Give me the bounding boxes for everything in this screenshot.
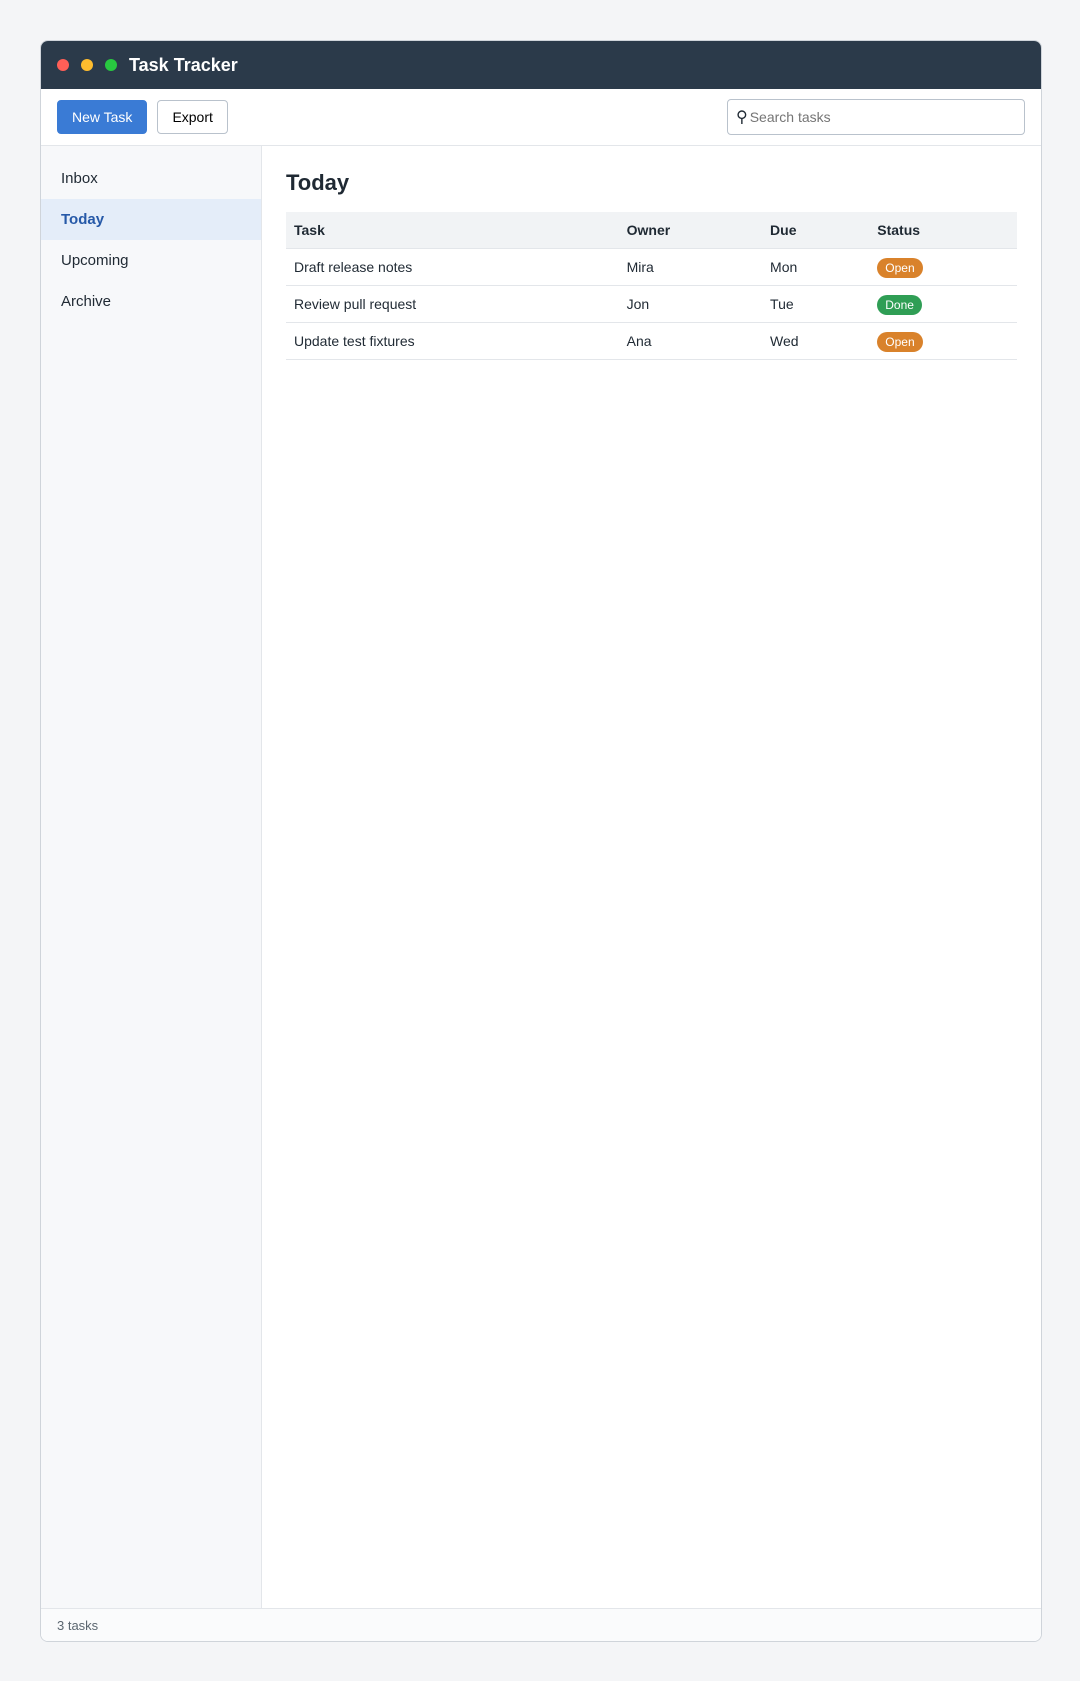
due-cell: Wed [762, 323, 869, 360]
minimize-icon[interactable] [81, 59, 93, 71]
sidebar-item-today[interactable]: Today [41, 199, 261, 240]
app-title: Task Tracker [129, 54, 238, 75]
status-badge: Done [877, 295, 922, 315]
owner-cell: Ana [619, 323, 762, 360]
status-bar [41, 1608, 1041, 1641]
table-row[interactable] [286, 323, 1017, 360]
table-row[interactable] [286, 249, 1017, 286]
sidebar-item-inbox[interactable]: Inbox [61, 170, 98, 187]
new-task-button[interactable]: New Task [57, 100, 147, 134]
toolbar [41, 89, 1041, 146]
close-icon[interactable] [57, 59, 69, 71]
main-content [262, 146, 1041, 1642]
search-input[interactable] [748, 108, 1016, 126]
task-table [286, 212, 1017, 360]
due-cell: Mon [762, 249, 869, 286]
sidebar-item-archive[interactable]: Archive [61, 293, 112, 310]
search-box [727, 99, 1025, 135]
search-icon: ⚲ [736, 109, 748, 126]
maximize-icon[interactable] [105, 59, 117, 71]
status-badge: Open [877, 332, 922, 352]
column-header[interactable]: Status [869, 212, 1017, 249]
task-cell: Draft release notes [286, 249, 619, 286]
page-title: Today [286, 170, 350, 195]
owner-cell: Jon [619, 286, 762, 323]
status-badge: Open [877, 258, 922, 278]
task-cell: Update test fixtures [286, 323, 619, 360]
task-count: 3 tasks [57, 1617, 99, 1633]
table-row[interactable] [286, 286, 1017, 323]
sidebar [41, 146, 262, 1642]
title-bar [41, 41, 1041, 89]
column-header[interactable]: Due [762, 212, 869, 249]
export-button[interactable]: Export [157, 100, 227, 134]
owner-cell: Mira [619, 249, 762, 286]
task-cell: Review pull request [286, 286, 619, 323]
app-window [40, 40, 1042, 1642]
column-header[interactable]: Owner [619, 212, 762, 249]
column-header[interactable]: Task [286, 212, 619, 249]
sidebar-item-upcoming[interactable]: Upcoming [61, 252, 129, 269]
due-cell: Tue [762, 286, 869, 323]
